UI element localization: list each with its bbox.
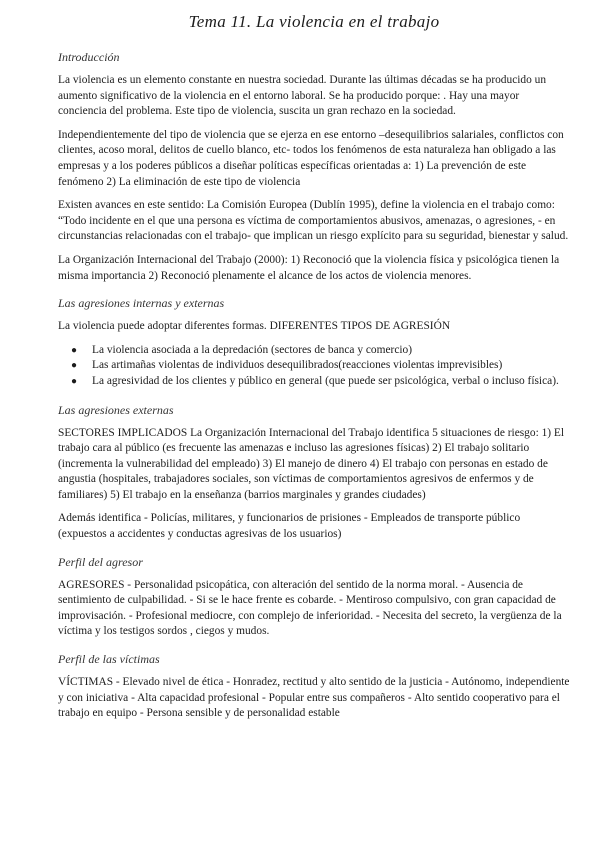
list-item: ● La violencia asociada a la depredación (sectores de banca y comercio) <box>92 343 570 359</box>
agresiones-paragraph-1: La violencia puede adoptar diferentes formas. DIFERENTES TIPOS DE AGRESIÓN <box>58 320 451 333</box>
intro-paragraph-4: La Organización Internacional del Trabajo (2000): 1) Reconoció que la violencia física y psicológica tienen la misma importancia 2) Reconoció plenamente el alcance de los actos de violencia menores. <box>58 253 560 282</box>
externas-paragraph-1: SECTORES IMPLICADOS La Organización Internacional del Trabajo identifica 5 situaciones de riesgo: 1) El trabajo cara al público (es frecuente las amenazas e incluso las agresiones físicas) 2) El trabajo solitario (incrementa la vulnerabilidad del empleado) 3) El manejo de dinero 4) El trabajo con personas en estado de angustia (hospitales, trabajadores sociales, son víctimas de comportamientos agresivos de enfermos y de familiares) 5) El trabajo en la enseñanza (barrios marginales y grandes ciudades) <box>58 426 565 501</box>
section-heading-agresiones-externas: Las agresiones externas <box>58 402 174 417</box>
bullet-icon: ● <box>71 344 78 356</box>
agresor-paragraph-1: AGRESORES - Personalidad psicopática, con alteración del sentido de la norma moral. - Ausencia de sentimiento de culpabilidad. - Si se le hace frente es cobarde. - Mentiroso compulsivo, con gran capacidad de improvisación. - Profesional mediocre, con complejo de inferioridad. - Necesita del secreto, la vergüenza de la víctima y los testigos sordos , ciegos y mudos. <box>58 578 562 638</box>
victimas-paragraph-1: VÍCTIMAS - Elevado nivel de ética - Honradez, rectitud y alto sentido de la justicia - Autónomo, independiente y con iniciativa - Alta capacidad profesional - Popular entre sus compañeros - Alto sentido cooperativo para el trabajo en equipo - Persona sensible y de personalidad estable <box>58 676 570 720</box>
list-item: ● La agresividad de los clientes y público en general (que puede ser psicológica, verbal o incluso física). <box>92 374 570 390</box>
bullet-icon: ● <box>71 375 78 387</box>
intro-paragraph-3: Existen avances en este sentido: La Comisión Europea (Dublín 1995), define la violencia en el trabajo como: “Todo incidente en el que una persona es víctima de comportamientos abusivos, amenazas, o agresiones, - en circunstancias relacionadas con el trabajo- que implican un riesgo explícito para su seguridad, bienestar y salud. <box>58 199 569 243</box>
section-heading-perfil-agresor: Perfil del agresor <box>58 554 143 569</box>
intro-paragraph-1: La violencia es un elemento constante en nuestra sociedad. Durante las últimas décadas se ha producido un aumento significativo de la violencia en el entorno laboral. Se ha producido porque: . Hay una mayor conciencia del problema. Este tipo de violencia, suscita un gran rechazo en la sociedad. <box>58 74 547 118</box>
section-heading-perfil-victimas: Perfil de las víctimas <box>58 652 160 667</box>
externas-paragraph-2: Además identifica - Policías, militares, y funcionarios de prisiones - Empleados de transporte público (expuestos a accidentes y conductas agresivas de los usuarios) <box>58 512 521 541</box>
section-heading-introduccion: Introducción <box>58 50 120 64</box>
intro-paragraph-2: Independientemente del tipo de violencia que se ejerza en ese entorno –desequilibrios salariales, conflictos con clientes, acoso moral, delitos de cuello blanco, etc- todos los fenómenos de esta naturaleza han obligado a las empresas y a los poderes públicos a diseñar políticas específicas orientadas a: 1) La prevención de este fenómeno 2) La eliminación de este tipo de violencia <box>58 128 564 188</box>
page-title: Tema 11. La violencia en el trabajo <box>188 12 440 31</box>
section-heading-agresiones-internas-externas: Las agresiones internas y externas <box>58 296 225 311</box>
list-item: ● Las artimañas violentas de individuos desequilibrados(reacciones violentas imprevisibles) <box>92 358 570 374</box>
bullet-icon: ● <box>71 360 78 372</box>
agresion-types-list <box>58 343 570 390</box>
